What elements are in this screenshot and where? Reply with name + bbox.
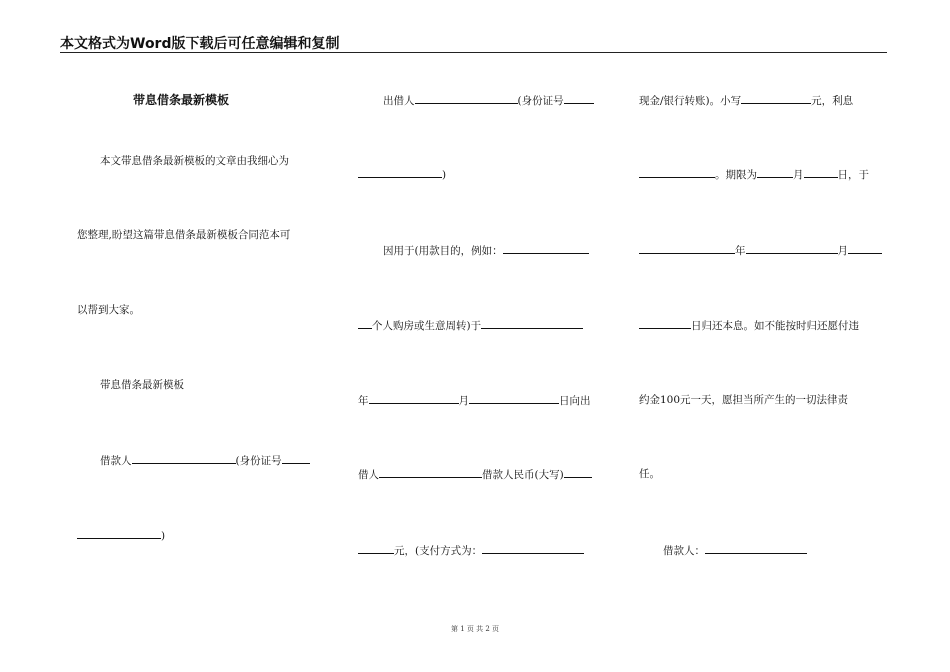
header-rule <box>60 52 887 53</box>
purpose-label: 因用于(用款目的，例如： <box>383 245 503 257</box>
period-line <box>639 167 869 182</box>
date-year-blank <box>481 318 583 329</box>
day-to-label: 日向出 <box>559 395 591 407</box>
borrower-line <box>100 453 310 468</box>
signature-blank <box>705 543 807 554</box>
purpose-blank-cont <box>358 318 372 329</box>
borrower-label-2: 借人 <box>358 469 379 481</box>
cash-bank-line <box>639 93 853 108</box>
lender-id-blank-cont <box>358 167 442 178</box>
day-blank <box>469 393 559 404</box>
period-label: 。期限为 <box>715 169 757 181</box>
document-title: 带息借条最新模板 <box>133 93 230 107</box>
lender-id-continuation <box>358 167 446 182</box>
loan-date-line <box>358 393 591 408</box>
purpose-example: 个人购房或生意周转)于 <box>372 320 482 332</box>
borrower-amount-line <box>358 467 592 482</box>
day-comma-label: 日，于 <box>837 169 869 181</box>
cash-bank-label: 现金/银行转账)。小写 <box>639 95 742 107</box>
yuan-interest-label: 元，利息 <box>811 95 854 107</box>
id-continuation-line <box>77 528 165 543</box>
yuan-payment-label: 元，(支付方式为： <box>394 545 483 557</box>
borrower-name-blank-2 <box>379 467 482 478</box>
amount-lower-blank <box>741 93 811 104</box>
lender-line <box>383 93 594 108</box>
month-blank <box>369 393 459 404</box>
payment-method-line <box>358 543 584 558</box>
lender-close-paren: ) <box>442 169 447 181</box>
purpose-example-line <box>358 318 583 333</box>
repay-day-blank <box>848 243 882 254</box>
liability-end-line: 任。 <box>639 468 660 480</box>
purpose-line <box>383 243 589 258</box>
interest-blank <box>639 167 715 178</box>
intro-line-1: 本文带息借条最新模板的文章由我细心为 <box>100 155 289 167</box>
period-day-blank <box>804 167 838 178</box>
signature-line <box>663 543 807 558</box>
repay-year-label: 年 <box>735 245 746 257</box>
month-label: 月 <box>458 395 469 407</box>
document-banner: 本文格式为Word版下载后可任意编辑和复制 <box>60 36 340 52</box>
lender-name-blank <box>415 93 518 104</box>
period-month-blank <box>757 167 793 178</box>
rmb-capital-label: 借款人民币(大写) <box>482 469 564 481</box>
intro-line-2: 您整理,盼望这篇带息借条最新模板合同范本可 <box>77 229 291 241</box>
repay-year-blank <box>639 243 735 254</box>
borrower-name-blank <box>132 453 236 464</box>
payment-method-blank <box>482 543 584 554</box>
page-footer: 第 1 页 共 2 页 <box>450 625 500 633</box>
lender-id-blank <box>564 93 594 104</box>
amount-capital-blank-cont <box>358 543 394 554</box>
borrower-label: 借款人 <box>100 455 132 467</box>
period-month-label: 月 <box>793 169 804 181</box>
id-number-blank <box>282 453 310 464</box>
id-number-blank-cont <box>77 528 161 539</box>
repay-text: 日归还本息。如不能按时归还愿付违 <box>691 320 859 332</box>
repay-month-blank <box>746 243 838 254</box>
lender-id-label: (身份证号 <box>517 95 564 107</box>
id-label: (身份证号 <box>235 455 282 467</box>
lender-label: 出借人 <box>383 95 415 107</box>
repay-date-line <box>639 243 882 258</box>
penalty-line: 约金100元一天，愿担当所产生的一切法律责 <box>639 394 849 406</box>
repay-line <box>639 318 859 333</box>
intro-line-3: 以帮到大家。 <box>77 304 140 316</box>
purpose-blank <box>503 243 589 254</box>
subheading: 带息借条最新模板 <box>100 379 184 391</box>
repay-day-blank-cont <box>639 318 691 329</box>
close-paren: ) <box>161 530 166 542</box>
amount-capital-blank <box>564 467 592 478</box>
signature-label: 借款人： <box>663 545 705 557</box>
year-label: 年 <box>358 395 369 407</box>
repay-month-label: 月 <box>837 245 848 257</box>
